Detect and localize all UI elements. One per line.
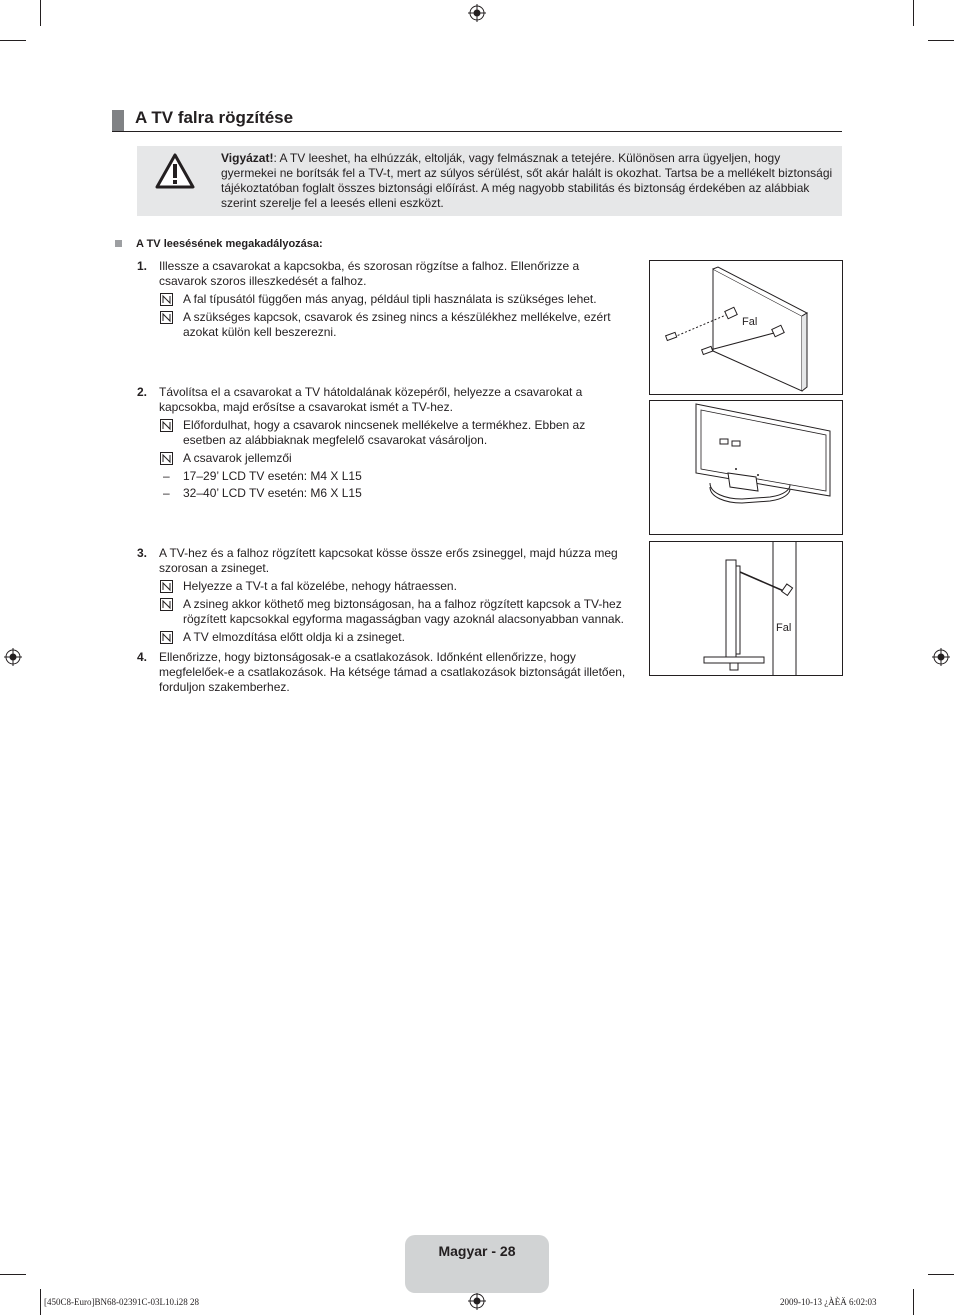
registration-mark-icon <box>4 648 22 666</box>
note-text: Előfordulhat, hogy a csavarok nincsenek mellékelve a termékhez. Ebben az esetben az alábbiaknak megfelelő csavarokat vásároljon. <box>183 418 586 447</box>
note-icon <box>160 580 173 593</box>
title-bar <box>112 110 124 132</box>
step-number: 4. <box>137 650 148 664</box>
registration-mark-icon <box>468 4 486 22</box>
warning-body: : A TV leeshet, ha elhúzzák, eltolják, vagy felmásznak a tetejére. Különösen arra ügyeljen, hogy gyermekei ne borítsák fel a TV-t, mert az súlyos sérülést, sőt akár halált is okozhat. Tartsa be a mellékelt biztonsági tájékoztatóban foglalt összes biztonsági előírást. A még nagyobb stabilitás és biztonság érdekében az alábbiak szerint szerelje fel a leesés elleni eszközt. <box>221 151 833 210</box>
spec-text: 17–29’ LCD TV esetén: M4 X L15 <box>183 469 362 483</box>
tv-back-illustration <box>650 401 842 534</box>
step-text: Ellenőrizze, hogy biztonságosak-e a csatlakozások. Időnként ellenőrizze, hogy megfelelőek-e a csatlakozások. Ha kétsége támad a csatlakozások biztonságát illetően, forduljon szakemberhez. <box>159 650 626 694</box>
note-text: A zsineg akkor köthető meg biztonságosan, ha a falhoz rögzített kapcsok a TV-hez rögzített kapcsokkal egyforma magasságban vagy azoknál alacsonyabban vannak. <box>183 597 624 626</box>
warning-triangle-icon <box>155 153 195 189</box>
step-text: Távolítsa el a csavarokat a TV hátoldalának közepéről, helyezze a csavarokat a kapcsokba, majd erősítse a csavarokat ismét a TV-hez. <box>159 385 583 414</box>
crop-mark <box>913 1289 914 1315</box>
note-icon <box>160 598 173 611</box>
section-heading: A TV leesésének megakadályozása: <box>136 238 323 250</box>
step-text: A TV-hez és a falhoz rögzített kapcsokat kösse össze erős zsineggel, majd húzza meg szorosan a zsineget. <box>159 546 618 575</box>
note-text: Helyezze a TV-t a fal közelébe, nehogy hátraessen. <box>183 579 457 593</box>
crop-mark <box>928 1274 954 1275</box>
step-number: 2. <box>137 385 148 399</box>
note-icon <box>160 631 173 644</box>
figure-wall-brackets <box>649 260 843 395</box>
figure-tv-back <box>649 400 843 535</box>
warning-label: Vigyázat! <box>221 151 274 165</box>
page-number: Magyar - 28 <box>438 1243 516 1259</box>
note-text: A TV elmozdítása előtt oldja ki a zsineget. <box>183 630 405 644</box>
step-number: 1. <box>137 259 148 273</box>
page-title: A TV falra rögzítése <box>135 108 294 127</box>
note-icon <box>160 293 173 306</box>
bullet-square-icon <box>115 240 122 247</box>
figure-label: Fal <box>776 622 792 634</box>
crop-mark <box>0 40 26 41</box>
figure-label: Fal <box>742 316 758 328</box>
note-icon <box>160 452 173 465</box>
spec-text: 32–40’ LCD TV esetén: M6 X L15 <box>183 486 362 500</box>
print-slug-right: 2009-10-13 ¿ÀÈÄ 6:02:03 <box>780 1297 877 1307</box>
spec-dash: – <box>163 469 170 483</box>
crop-mark <box>40 1289 41 1315</box>
crop-mark <box>0 1274 26 1275</box>
registration-mark-icon <box>468 1292 486 1310</box>
figure-tv-secured <box>649 541 843 676</box>
note-icon <box>160 419 173 432</box>
note-text: A csavarok jellemzői <box>183 451 292 465</box>
note-text: A fal típusától függően más anyag, például tipli használata is szükséges lehet. <box>183 292 597 306</box>
crop-mark <box>40 0 41 26</box>
registration-mark-icon <box>932 648 950 666</box>
tv-secured-illustration <box>650 542 842 675</box>
step-text: Illessze a csavarokat a kapcsokba, és szorosan rögzítse a falhoz. Ellenőrizze a csavarok szoros illeszkedését a falhoz. <box>159 259 580 288</box>
print-slug-left: [450C8-Euro]BN68-02391C-03L10.i28 28 <box>44 1297 199 1307</box>
warning-text <box>221 151 833 211</box>
crop-mark <box>928 40 954 41</box>
step-number: 3. <box>137 546 148 560</box>
note-text: A szükséges kapcsok, csavarok és zsineg nincs a készülékhez mellékelve, ezért azokat külön kell beszerezni. <box>183 310 611 339</box>
title-rule <box>112 131 842 132</box>
note-icon <box>160 311 173 324</box>
spec-dash: – <box>163 486 170 500</box>
crop-mark <box>913 0 914 26</box>
